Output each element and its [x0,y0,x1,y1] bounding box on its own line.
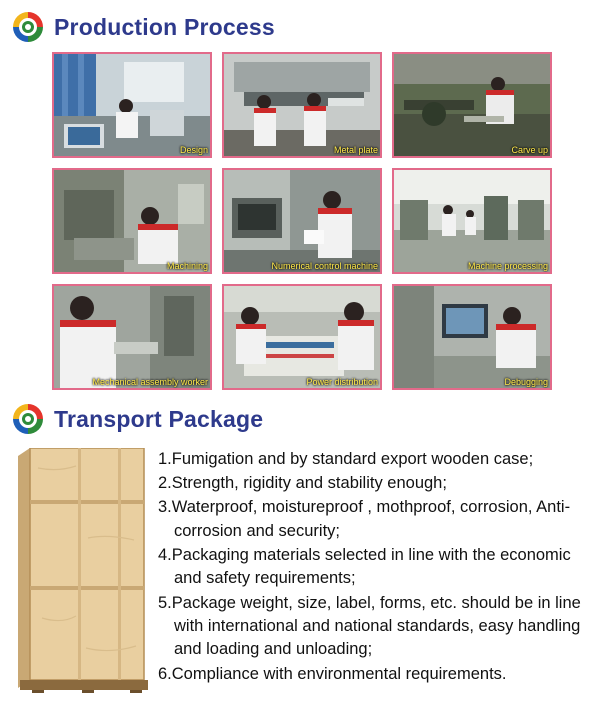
carve-up-photo [394,54,550,156]
caption-numerical-control-machine: Numerical control machine [271,261,378,271]
photo-numerical-control-machine [222,168,382,274]
photo-metal-plate [222,52,382,158]
caption-debugging: Debugging [504,377,548,387]
caption-machine-processing: Machine processing [467,261,548,271]
requirement-item: 4.Packaging materials selected in line with the economic and safety requirements; [158,546,571,588]
company-logo-icon [12,403,44,435]
wooden-crate-illustration [18,448,148,693]
photo-debugging [392,284,552,390]
requirement-item: 5.Package weight, size, label, forms, etc. should be in line with international and national standards, easy handling and loading and unloading; [158,593,581,659]
metal-plate-photo [224,54,380,156]
production-photo-grid [52,52,552,392]
caption-machining: Machining [166,261,208,271]
photo-machining [52,168,212,274]
debugging-photo [394,286,550,388]
caption-design: Design [179,145,208,155]
machine-processing-photo [394,170,550,272]
caption-mechanical-assembly-worker: Mechanical assembly worker [92,377,208,387]
photo-carve-up [392,52,552,158]
mechanical-assembly-worker-photo [54,286,210,388]
requirement-item: 3.Waterproof, moistureproof , mothproof, corrosion, Anti-corrosion and security; [158,498,571,540]
caption-carve-up: Carve up [511,145,548,155]
photo-machine-processing [392,168,552,274]
photo-design [52,52,212,158]
design-photo [54,54,210,156]
requirement-item: 6.Compliance with environmental requirements. [158,664,507,683]
wooden-crate-image [18,448,148,693]
requirement-item: 1.Fumigation and by standard export wooden case; [158,450,534,468]
transport-requirements-list [158,448,594,687]
power-distribution-photo [224,286,380,388]
company-logo-icon [12,11,44,43]
machining-photo [54,170,210,272]
caption-power-distribution: Power distribution [306,377,378,387]
production-title: Production Process [54,13,275,40]
photo-mechanical-assembly-worker [52,284,212,390]
transport-title: Transport Package [54,405,264,432]
requirement-item: 2.Strength, rigidity and stability enough; [158,474,447,493]
photo-power-distribution [222,284,382,390]
numerical-control-machine-photo [224,170,380,272]
caption-metal-plate: Metal plate [333,145,378,155]
production-header [12,10,275,44]
transport-header [12,402,263,436]
